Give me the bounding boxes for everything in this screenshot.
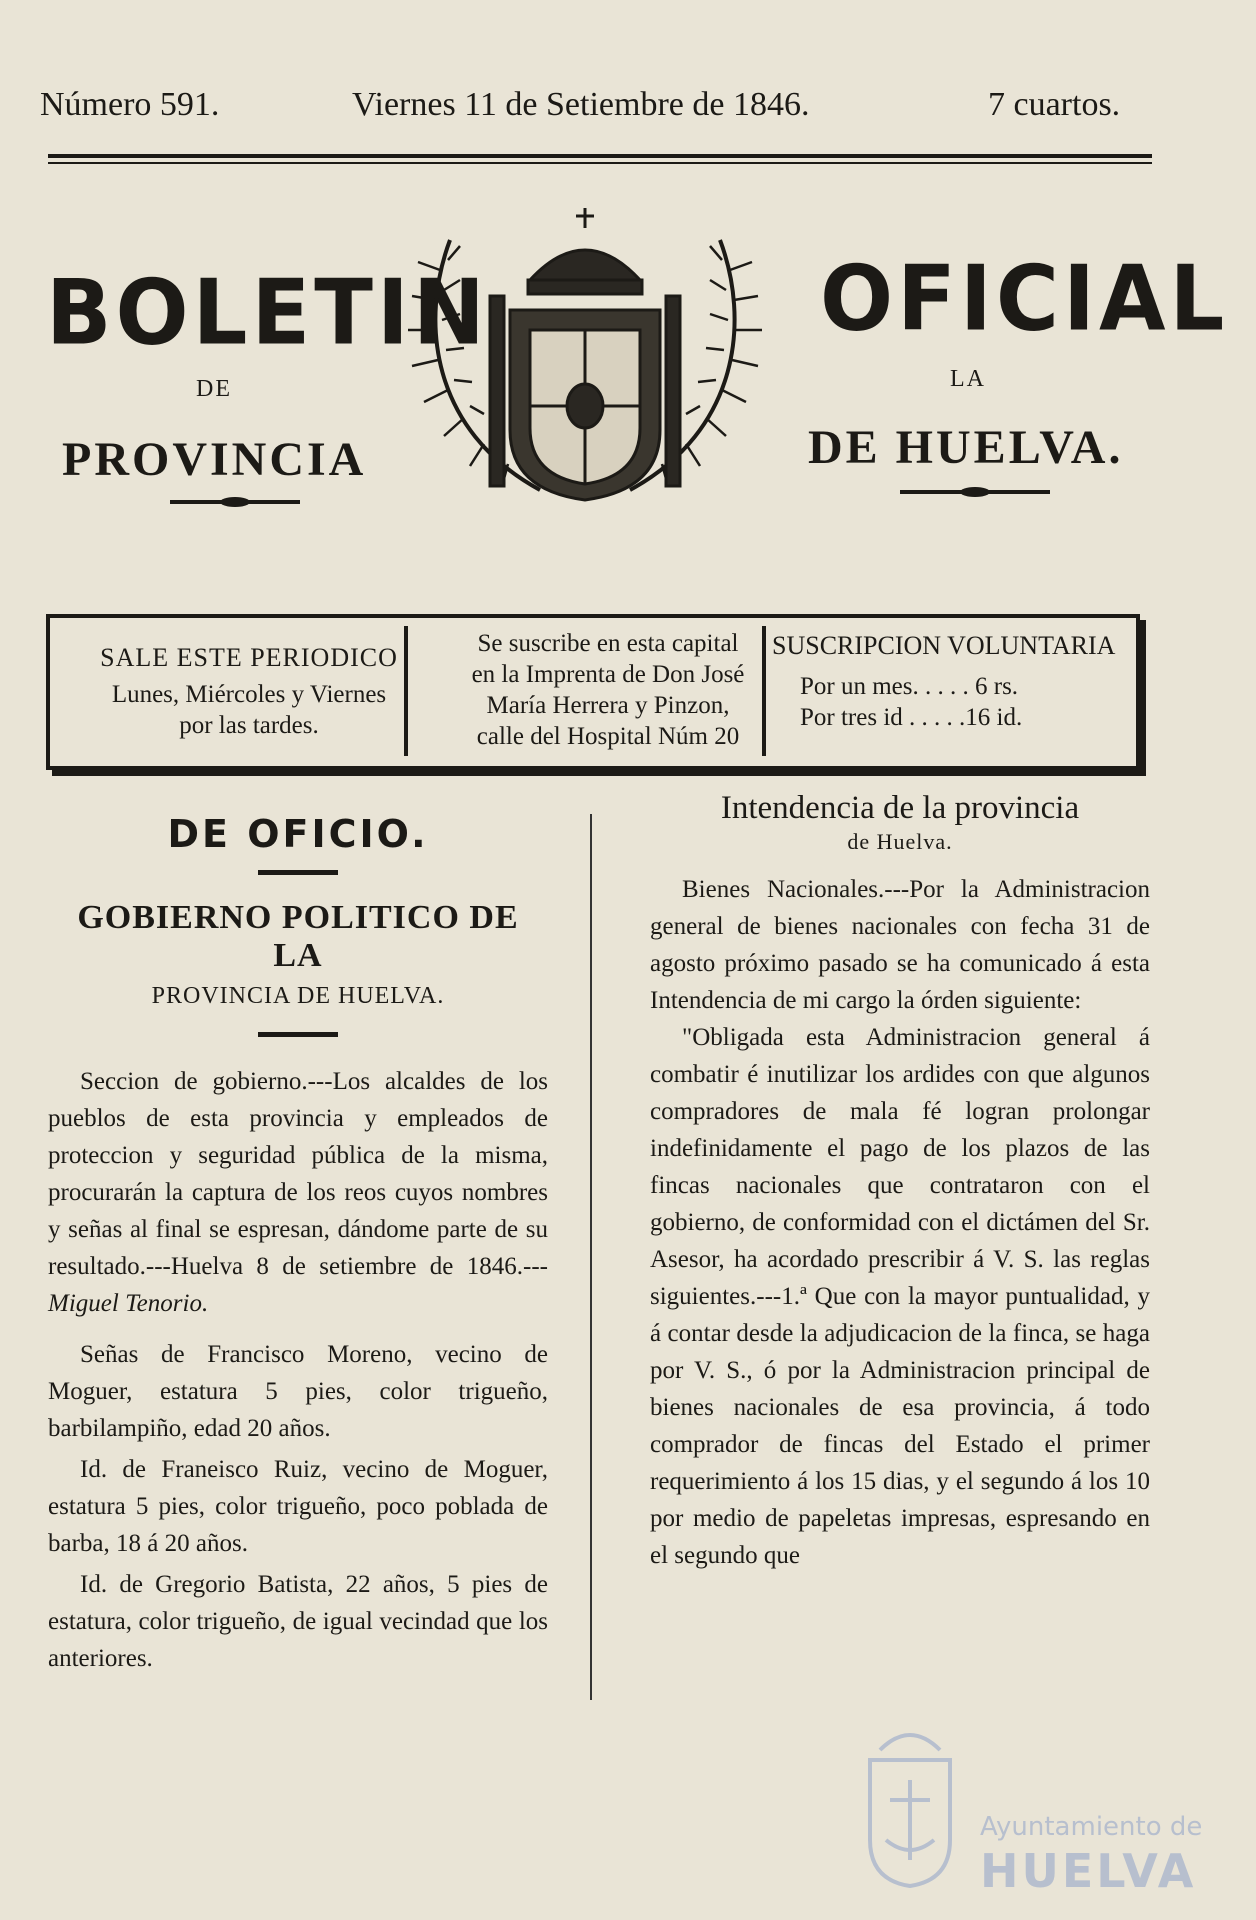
suscripcion-title: SUSCRIPCION VOLUNTARIA xyxy=(772,631,1116,660)
column-divider xyxy=(590,814,592,1700)
right-column xyxy=(650,790,1150,1574)
paragraph-senas-batista: Id. de Gregorio Batista, 22 años, 5 pies de estatura, color trigueño, de igual vecindad que los anteriores. xyxy=(48,1571,548,1672)
masthead-la: LA xyxy=(950,366,986,392)
masthead-de-huelva: DE HUELVA. xyxy=(808,421,1124,474)
subscription-infobox xyxy=(46,614,1140,770)
paragraph-senas-ruiz: Id. de Franeisco Ruiz, vecino de Moguer, estatura 5 pies, color trigueño, poco poblada de barba, 18 á 20 años. xyxy=(48,1456,548,1557)
issue-number: Número 591. xyxy=(40,86,220,123)
header-rule xyxy=(48,154,1152,158)
paragraph-seccion-gobierno xyxy=(48,1063,548,1322)
gobierno-subheading: PROVINCIA DE HUELVA. xyxy=(151,983,445,1009)
paragraph-senas-moreno: Señas de Francisco Moreno, vecino de Moguer, estatura 5 pies, color trigueño, barbilampiño, edad 20 años. xyxy=(48,1341,548,1442)
suscripcion-line1: Por un mes. . . . . 6 rs. xyxy=(800,673,1019,700)
paragraph-text: Seccion de gobierno.---Los alcaldes de los pueblos de esta provincia y empleados de proteccion y seguridad pública de la misma, procurarán la captura de los reos cuyos nombres y señas al final se espresan, dándome parte de su resultado.---Huelva 8 de setiembre de 1846.--- xyxy=(48,1068,548,1280)
signature: Miguel Tenorio. xyxy=(48,1290,209,1317)
suscribe-line3: María Herrera y Pinzon, xyxy=(486,692,730,719)
ayuntamiento-watermark xyxy=(840,1720,1203,1900)
infobox-divider-2 xyxy=(762,626,766,756)
masthead-boletin: BOLETIN xyxy=(46,260,489,366)
masthead-provincia: PROVINCIA xyxy=(62,433,367,486)
paragraph-orden: "Obligada esta Administracion general á combatir é inutilizar los ardides con que algunos compradores de mala fé logran prolongar indefinidamente el pago de los plazos de las fincas nacionales que contrataron con el gobierno, de conformidad con el dictámen del Sr. Asesor, ha acordado prescribir á V. S. las reglas siguientes.---1.ª Que con la mayor puntualidad, y á contar desde la adjudicacion de la finca, se haga por V. S., ó por la Administracion principal de bienes nacionales de esa provincia, á todo comprador de fincas del Estado el primer requerimiento á los 15 dias, y el segundo á los 10 por medio de papeletas impresas, espresando en el segundo que xyxy=(650,1024,1150,1569)
left-column xyxy=(48,800,548,1677)
watermark-line2: HUELVA xyxy=(980,1844,1197,1898)
issue-price: 7 cuartos. xyxy=(988,86,1121,123)
intendencia-subtitle: de Huelva. xyxy=(847,829,953,854)
sale-line1: Lunes, Miércoles y Viernes xyxy=(111,681,387,708)
issue-date: Viernes 11 de Setiembre de 1846. xyxy=(352,86,810,123)
paragraph-bienes-nacionales: Bienes Nacionales.---Por la Administracion general de bienes nacionales con fecha 31 de agosto próximo pasado se ha comunicado á esta Intendencia de mi cargo la órden siguiente: xyxy=(650,876,1150,1014)
masthead-oficial: OFICIAL xyxy=(820,246,1229,352)
ornament-right xyxy=(900,490,1050,494)
sale-line2: por las tardes. xyxy=(179,712,319,739)
header-line xyxy=(40,86,1150,126)
gobierno-heading: GOBIERNO POLITICO DE LA xyxy=(77,899,519,974)
heading-bar xyxy=(258,870,338,875)
infobox-suscribe xyxy=(416,628,800,752)
suscripcion-line2: Por tres id . . . . .16 id. xyxy=(800,704,1023,731)
intendencia-title: Intendencia de la provincia xyxy=(720,790,1080,826)
section-heading-de-oficio: DE OFICIO. xyxy=(167,812,429,856)
infobox-suscripcion xyxy=(772,630,1132,733)
gobierno-bar xyxy=(258,1032,338,1037)
watermark-line1: Ayuntamiento de xyxy=(980,1812,1203,1842)
infobox-sale xyxy=(64,642,434,741)
coat-of-arms-emblem xyxy=(390,200,780,520)
suscribe-line4: calle del Hospital Núm 20 xyxy=(476,723,740,750)
infobox-divider-1 xyxy=(404,626,408,756)
suscribe-line2: en la Imprenta de Don José xyxy=(471,661,745,688)
huelva-coat-icon xyxy=(850,1720,970,1890)
suscribe-line1: Se suscribe en esta capital xyxy=(477,630,739,657)
masthead-de: DE xyxy=(196,376,232,402)
ornament-left xyxy=(170,500,300,504)
header-rule-thin xyxy=(48,162,1152,164)
sale-title: SALE ESTE PERIODICO xyxy=(100,643,398,672)
